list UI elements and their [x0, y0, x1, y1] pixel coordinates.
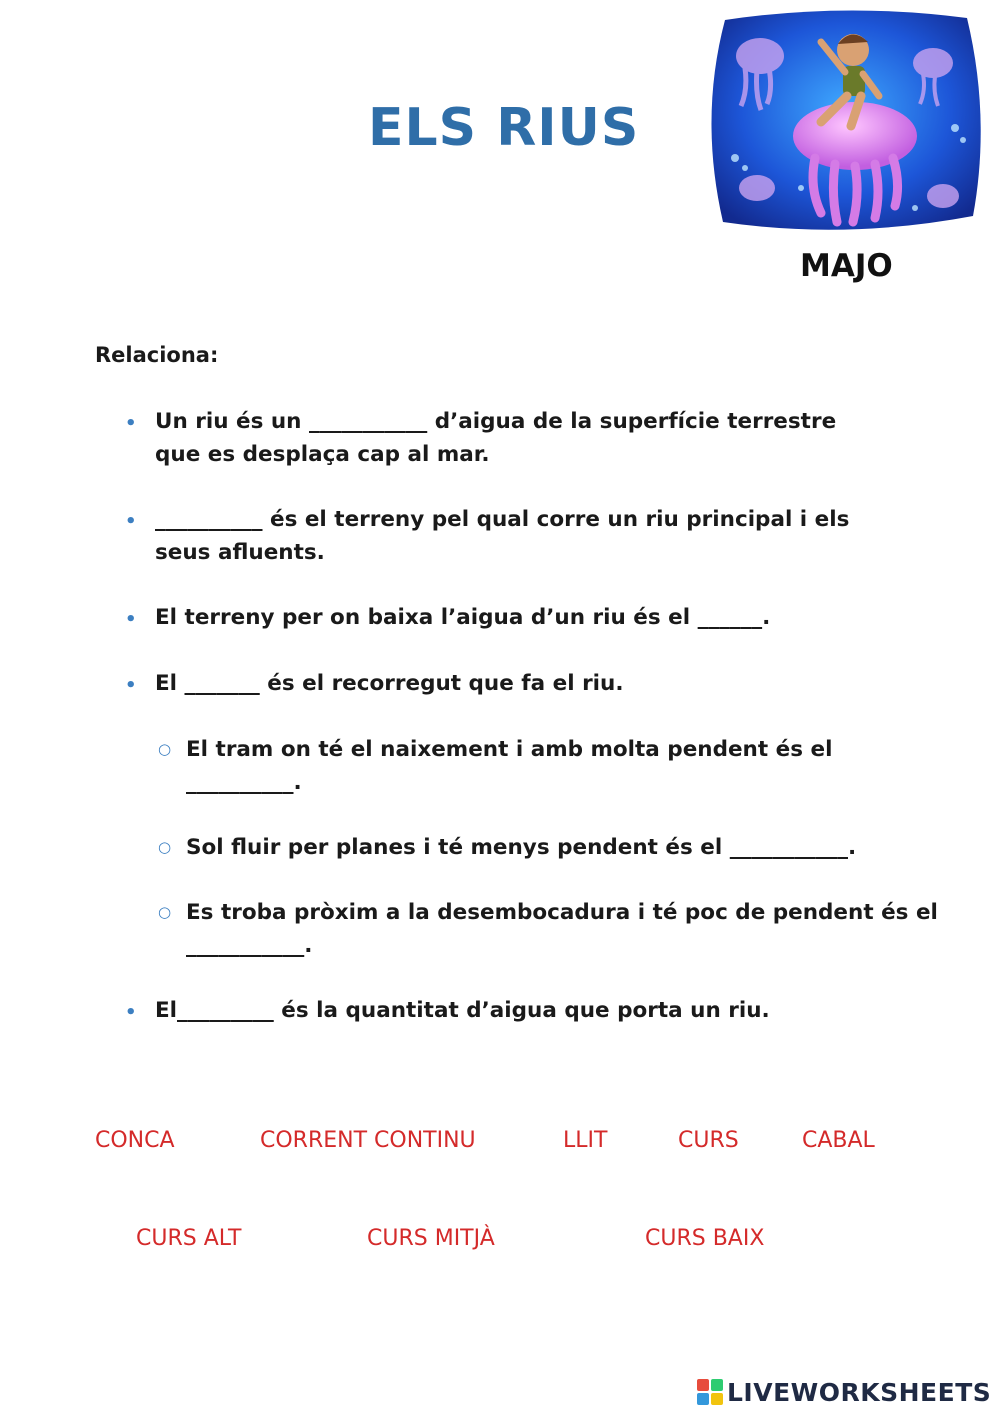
answer-option-curs-mitja[interactable]: CURS MITJÀ: [367, 1226, 495, 1251]
question-1: [155, 405, 836, 471]
sub-bullet-circle: ○: [158, 838, 172, 856]
question-2: [155, 503, 849, 569]
logo-text: LIVEWORKSHEETS: [727, 1377, 992, 1407]
question-7: [186, 896, 938, 962]
answer-option-llit[interactable]: LLIT: [563, 1128, 608, 1153]
question-4: [155, 667, 624, 700]
bullet-dot: •: [125, 413, 137, 434]
bullet-dot: •: [125, 675, 137, 696]
bullet-dot: •: [125, 609, 137, 630]
answer-option-conca[interactable]: CONCA: [95, 1128, 175, 1153]
question-5-line-2: __________.: [186, 770, 302, 795]
question-5: [186, 733, 832, 799]
liveworksheets-logo: [697, 1375, 991, 1409]
question-1-line-2: que es desplaça cap al mar.: [155, 442, 490, 467]
answer-option-cabal[interactable]: CABAL: [802, 1128, 875, 1153]
question-1-line-1: Un riu és un ___________ d’aigua de la superfície terrestre: [155, 409, 837, 434]
question-6-line-1: Sol fluir per planes i té menys pendent és el ___________.: [186, 835, 857, 860]
jellyfish-illustration: [705, 8, 985, 236]
question-6: [186, 831, 856, 864]
question-5-line-1: El tram on té el naixement i amb molta pendent és el: [186, 737, 833, 762]
answer-option-corrent-continu[interactable]: CORRENT CONTINU: [260, 1128, 476, 1153]
author-name: MAJO: [800, 248, 893, 284]
bullet-dot: •: [125, 1002, 137, 1023]
question-3-line-1: El terreny per on baixa l’aigua d’un riu és el ______.: [155, 605, 771, 630]
question-2-line-1: __________ és el terreny pel qual corre un riu principal i els: [155, 507, 850, 532]
sub-bullet-circle: ○: [158, 903, 172, 921]
question-4-line-1: El _______ és el recorregut que fa el riu.: [155, 671, 624, 696]
question-8-line-1: El_________ és la quantitat d’aigua que porta un riu.: [155, 998, 770, 1023]
answer-option-curs[interactable]: CURS: [678, 1128, 739, 1153]
question-7-line-2: ___________.: [186, 933, 313, 958]
question-7-line-1: Es troba pròxim a la desembocadura i té poc de pendent és el: [186, 900, 938, 925]
question-3: [155, 601, 770, 634]
instruction-label: Relaciona:: [95, 343, 219, 367]
question-8: [155, 994, 770, 1027]
page-title: ELS RIUS: [368, 98, 640, 158]
sub-bullet-circle: ○: [158, 740, 172, 758]
answer-option-curs-alt[interactable]: CURS ALT: [136, 1226, 242, 1251]
question-2-line-2: seus afluents.: [155, 540, 325, 565]
answer-option-curs-baix[interactable]: CURS BAIX: [645, 1226, 765, 1251]
logo-grid-icon: [697, 1379, 723, 1405]
bullet-dot: •: [125, 511, 137, 532]
